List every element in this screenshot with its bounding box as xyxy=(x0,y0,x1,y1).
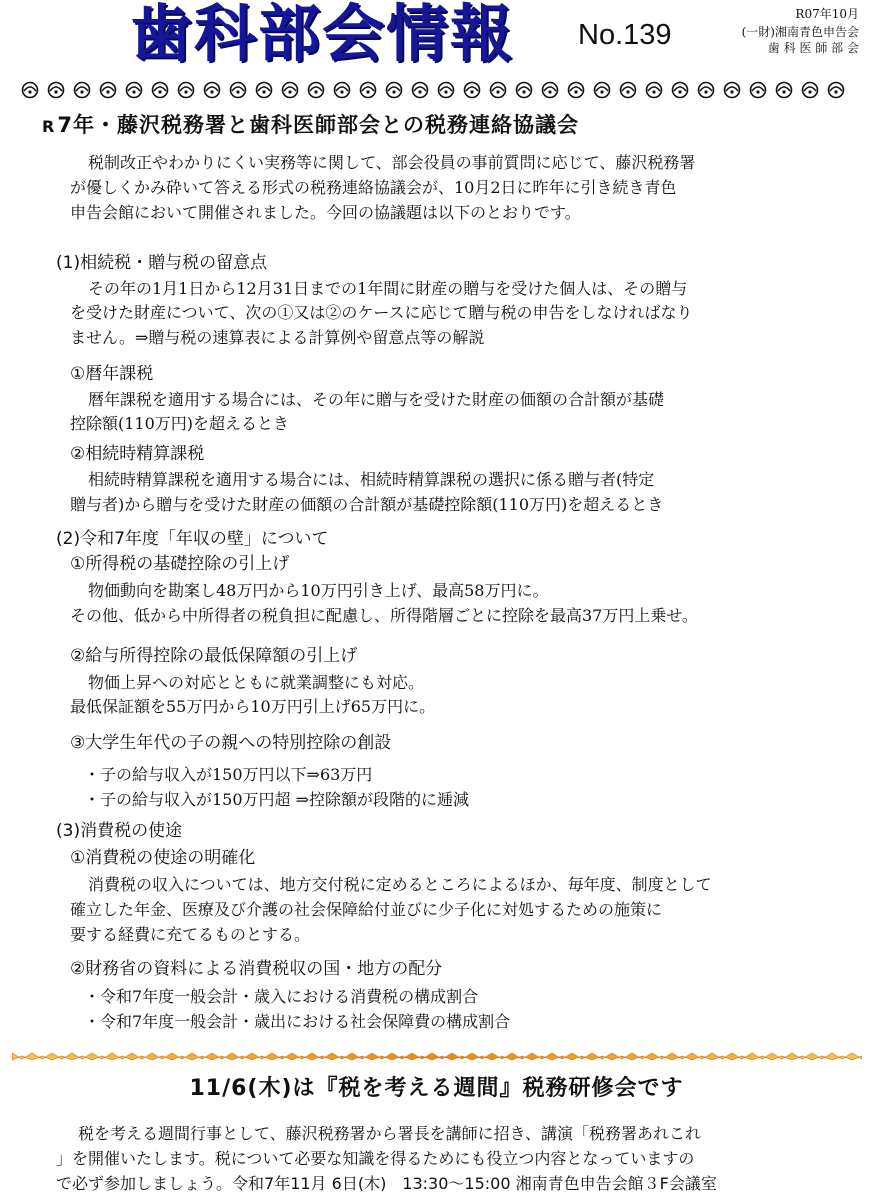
bullet-item: ・令和7年度一般会計・歳入における消費税の構成割合 xyxy=(84,987,479,1006)
ornament-motif xyxy=(699,83,714,98)
title-prefix: R xyxy=(42,117,56,136)
intro-line: 税制改正やわかりにくい実務等に関して、部会役員の事前質問に応じて、藤沢税務署 xyxy=(88,153,696,172)
section-heading-3: (3)消費税の使途 xyxy=(56,821,183,841)
body-line: 物価動向を勘案し48万円から10万円引き上げ、最高58万円に。 xyxy=(88,581,549,600)
body-line: 最低保証額を55万円から10万円引上げ65万円に。 xyxy=(70,697,436,716)
intro-line: 申告会館において開催されました。今回の協議題は以下のとおりです。 xyxy=(70,203,581,222)
ornament-motif xyxy=(23,83,38,98)
ornament-motif xyxy=(673,83,688,98)
subsection-heading: ①暦年課税 xyxy=(70,364,154,384)
bullet-item: ・令和7年度一般会計・歳出における社会保障費の構成割合 xyxy=(84,1012,511,1031)
title-main: 7年・藤沢税務署と歯科医師部会との税務連絡協議会 xyxy=(57,113,579,137)
issue-number: No.139 xyxy=(578,19,672,51)
seminar-line-end: で必ず参加しましょう。 xyxy=(56,1174,233,1193)
ornament-motif xyxy=(751,83,766,98)
ornament-motif xyxy=(335,83,350,98)
ornament-motif xyxy=(153,83,168,98)
body-line: 物価上昇への対応とともに就業調整にも対応。 xyxy=(88,673,425,692)
newsletter-header xyxy=(0,0,873,78)
section-heading-1: (1)相続税・贈与税の留意点 xyxy=(56,253,268,273)
subsection-heading: ①消費税の使途の明確化 xyxy=(70,848,256,868)
body-line: その年の1月1日から12月31日までの1年間に財産の贈与を受けた個人は、その贈与 xyxy=(88,279,688,298)
seminar-line: 税を考える週間行事として、藤沢税務署から署長を講師に招き、講演「税務署あれこれ xyxy=(78,1124,702,1143)
ornament-motif xyxy=(725,83,740,98)
article-title xyxy=(42,110,579,142)
seminar-line xyxy=(56,1172,717,1195)
ornament-motif xyxy=(829,83,844,98)
body-line: 相続時精算課税を適用する場合には、相続時精算課税の選択に係る贈与者(特定 xyxy=(88,470,655,489)
ornament-motif xyxy=(517,83,532,98)
ornament-motif xyxy=(179,83,194,98)
ornament-motif xyxy=(465,83,480,98)
publisher-block xyxy=(742,6,859,56)
ornament-motif xyxy=(647,83,662,98)
bullet-item: ・子の給与収入が150万円超 ⇒控除額が段階的に逓減 xyxy=(84,790,470,809)
subsection-heading: ①所得税の基礎控除の引上げ xyxy=(70,554,290,574)
issue-date: R07年10月 xyxy=(795,7,859,21)
body-line: 要する経費に充てるものとする。 xyxy=(70,925,311,944)
wave-divider xyxy=(12,1044,862,1068)
ornament-motif xyxy=(75,83,90,98)
ornament-motif xyxy=(49,83,64,98)
publisher-dept: 歯 科 医 師 部 会 xyxy=(767,41,859,55)
seminar-line: 」を開催いたします。税について必要な知識を得るためにも役立つ内容となっていますの xyxy=(56,1149,695,1168)
body-line: ません。⇒贈与税の速算表による計算例や留意点等の解説 xyxy=(70,328,485,347)
publisher-org: (一財)湘南青色申告会 xyxy=(741,25,859,39)
body-line: 消費税の収入については、地方交付税に定めるところによるほか、毎年度、制度として xyxy=(88,875,712,894)
masthead-title: 歯科部会情報 xyxy=(130,0,515,70)
event-details: 令和7年11月 6日(木) 13:30～15:00 湘南青色申告会館３F会議室 xyxy=(232,1174,717,1193)
ornament-motif xyxy=(127,83,142,98)
ornament-motif xyxy=(205,83,220,98)
ornament-motif xyxy=(543,83,558,98)
ornament-motif xyxy=(257,83,272,98)
ornament-motif xyxy=(283,83,298,98)
subsection-heading: ②給与所得控除の最低保障額の引上げ xyxy=(70,646,358,666)
ornament-motif xyxy=(309,83,324,98)
ornament-motif xyxy=(595,83,610,98)
ornament-motif xyxy=(621,83,636,98)
ornament-motif xyxy=(413,83,428,98)
bullet-item: ・子の給与収入が150万円以下⇒63万円 xyxy=(84,765,373,784)
ornament-motif xyxy=(231,83,246,98)
ornament-border xyxy=(20,80,853,100)
ornament-motif xyxy=(101,83,116,98)
body-line: 暦年課税を適用する場合には、その年に贈与を受けた財産の価額の合計額が基礎 xyxy=(88,390,665,409)
ornament-motif xyxy=(387,83,402,98)
body-line: 控除額(110万円)を超えるとき xyxy=(70,414,290,433)
subsection-heading: ②財務省の資料による消費税収の国・地方の配分 xyxy=(70,959,443,979)
subsection-heading: ③大学生年代の子の親への特別控除の創設 xyxy=(70,733,392,753)
body-line: 贈与者)から贈与を受けた財産の価額の合計額が基礎控除額(110万円)を超えるとき xyxy=(70,495,664,514)
body-line: 確立した年金、医療及び介護の社会保障給付並びに少子化に対処するための施策に xyxy=(70,900,663,919)
body-line: を受けた財産について、次の①又は②のケースに応じて贈与税の申告をしなければなり xyxy=(70,303,693,322)
intro-line: が優しくかみ砕いて答える形式の税務連絡協議会が、10月2日に昨年に引き続き青色 xyxy=(70,178,677,197)
ornament-motif xyxy=(439,83,454,98)
ornament-motif xyxy=(361,83,376,98)
subsection-heading: ②相続時精算課税 xyxy=(70,444,205,464)
section-heading-2: (2)令和7年度「年収の壁」について xyxy=(56,529,329,549)
ornament-motif xyxy=(777,83,792,98)
ornament-motif xyxy=(491,83,506,98)
body-line: その他、低から中所得者の税負担に配慮し、所得階層ごとに控除を最高37万円上乗せ。 xyxy=(70,606,698,625)
ornament-motif xyxy=(803,83,818,98)
seminar-title: 11/6(木)は『税を考える週間』税務研修会です xyxy=(189,1076,684,1101)
ornament-motif xyxy=(569,83,584,98)
